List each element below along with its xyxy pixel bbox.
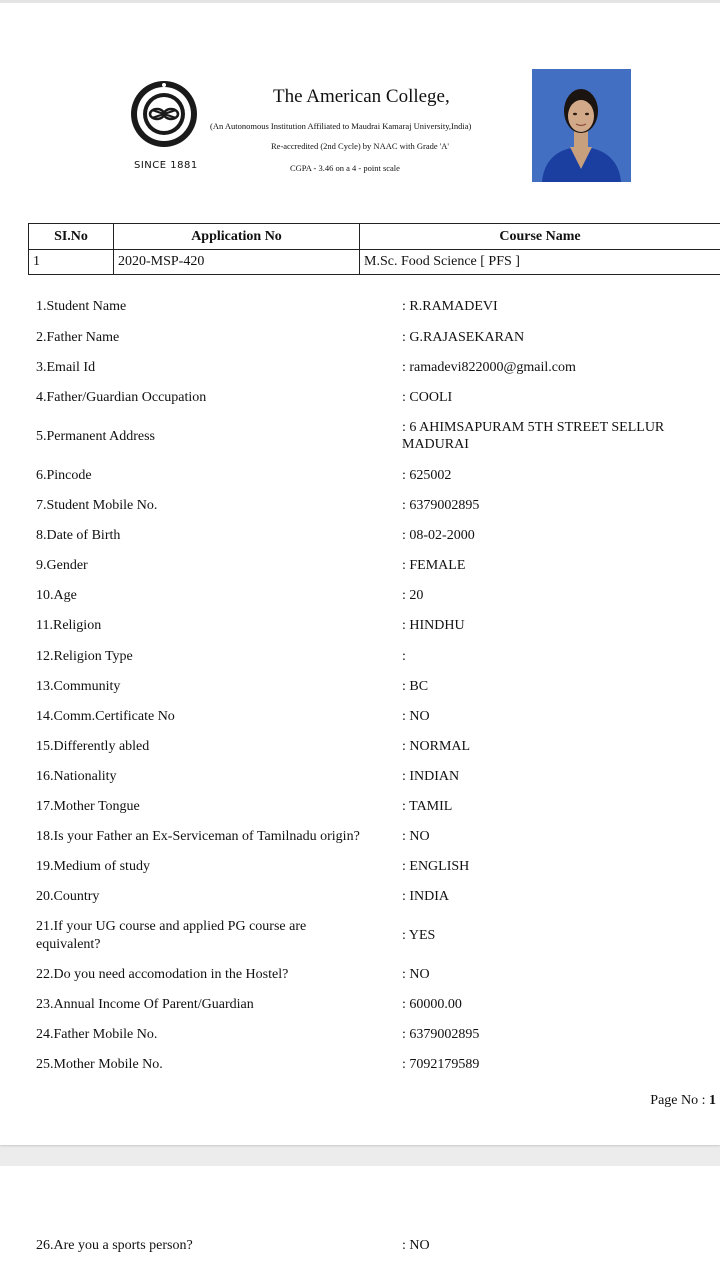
field-label-student-mobile: 7.Student Mobile No.	[36, 498, 158, 513]
field-value-sports-person: : NO	[402, 1238, 430, 1253]
field-value-differently-abled: : NORMAL	[402, 739, 471, 754]
college-name: The American College,	[273, 86, 450, 107]
field-label-occupation: 4.Father/Guardian Occupation	[36, 390, 207, 405]
field-label-gender: 9.Gender	[36, 558, 88, 573]
field-label-pincode: 6.Pincode	[36, 468, 92, 483]
field-value-student-name: : R.RAMADEVI	[402, 299, 498, 314]
page-number	[650, 1093, 716, 1109]
field-label-medium: 19.Medium of study	[36, 859, 150, 874]
field-value-address-line2: MADURAI	[402, 437, 469, 452]
field-value-pincode: : 625002	[402, 468, 452, 483]
field-label-country: 20.Country	[36, 889, 100, 904]
field-label-address: 5.Permanent Address	[36, 429, 155, 444]
field-value-address: : 6 AHIMSAPURAM 5TH STREET SELLUR	[402, 420, 665, 435]
col-header-sino: SI.No	[29, 224, 114, 250]
field-value-nationality: : INDIAN	[402, 769, 460, 784]
accreditation-text: Re-accredited (2nd Cycle) by NAAC with Grade 'A'	[271, 141, 449, 151]
field-label-age: 10.Age	[36, 588, 77, 603]
field-value-medium: : ENGLISH	[402, 859, 470, 874]
field-value-mother-mobile: : 7092179589	[402, 1057, 480, 1072]
field-value-gender: : FEMALE	[402, 558, 466, 573]
field-value-email: : ramadevi822000@gmail.com	[402, 360, 576, 375]
student-photo	[532, 69, 631, 182]
page-number-label: Page No :	[650, 1093, 709, 1108]
page-top-border	[0, 0, 720, 3]
college-seal-logo	[130, 80, 198, 148]
field-value-annual-income: : 60000.00	[402, 997, 462, 1012]
field-label-equivalent-line2: equivalent?	[36, 937, 101, 952]
field-value-ex-serviceman: : NO	[402, 829, 430, 844]
field-label-dob: 8.Date of Birth	[36, 528, 121, 543]
field-label-mother-tongue: 17.Mother Tongue	[36, 799, 140, 814]
field-value-student-mobile: : 6379002895	[402, 498, 480, 513]
col-header-course-name: Course Name	[360, 224, 720, 250]
field-label-community: 13.Community	[36, 679, 121, 694]
field-value-father-name: : G.RAJASEKARAN	[402, 330, 525, 345]
affiliation-text: (An Autonomous Institution Affiliated to Maudrai Kamaraj University,India)	[210, 121, 472, 131]
field-label-differently-abled: 15.Differently abled	[36, 739, 150, 754]
field-label-father-mobile: 24.Father Mobile No.	[36, 1027, 158, 1042]
field-label-father-name: 2.Father Name	[36, 330, 120, 345]
col-header-application-no: Application No	[114, 224, 360, 250]
field-value-country: : INDIA	[402, 889, 450, 904]
cell-application-no: 2020-MSP-420	[114, 250, 360, 275]
field-value-hostel: : NO	[402, 967, 430, 982]
field-label-mother-mobile: 25.Mother Mobile No.	[36, 1057, 163, 1072]
field-value-religion-type: :	[402, 649, 406, 664]
field-value-community: : BC	[402, 679, 429, 694]
page-2	[0, 1166, 720, 1280]
field-value-equivalent: : YES	[402, 928, 436, 943]
field-value-dob: : 08-02-2000	[402, 528, 475, 543]
table-row	[29, 250, 720, 275]
page-number-value: 1	[709, 1093, 716, 1108]
field-label-nationality: 16.Nationality	[36, 769, 117, 784]
field-label-religion-type: 12.Religion Type	[36, 649, 133, 664]
field-value-religion: : HINDHU	[402, 618, 465, 633]
field-value-mother-tongue: : TAMIL	[402, 799, 453, 814]
cgpa-text: CGPA - 3.46 on a 4 - point scale	[290, 163, 400, 173]
field-label-ex-serviceman: 18.Is your Father an Ex-Serviceman of Tamilnadu origin?	[36, 829, 360, 844]
field-value-comm-cert: : NO	[402, 709, 430, 724]
field-value-occupation: : COOLI	[402, 390, 453, 405]
field-label-sports-person: 26.Are you a sports person?	[36, 1238, 193, 1253]
field-label-religion: 11.Religion	[36, 618, 102, 633]
table-header-row	[29, 224, 720, 250]
field-label-comm-cert: 14.Comm.Certificate No	[36, 709, 175, 724]
cell-course-name: M.Sc. Food Science [ PFS ]	[360, 250, 720, 275]
field-label-annual-income: 23.Annual Income Of Parent/Guardian	[36, 997, 254, 1012]
cell-sino: 1	[29, 250, 114, 275]
field-value-age: : 20	[402, 588, 424, 603]
field-label-email: 3.Email Id	[36, 360, 96, 375]
since-year: SINCE 1881	[134, 160, 198, 171]
field-label-student-name: 1.Student Name	[36, 299, 127, 314]
field-label-hostel: 22.Do you need accomodation in the Hostel?	[36, 967, 289, 982]
application-table	[28, 223, 720, 275]
field-label-equivalent: 21.If your UG course and applied PG course are	[36, 919, 307, 934]
field-value-father-mobile: : 6379002895	[402, 1027, 480, 1042]
